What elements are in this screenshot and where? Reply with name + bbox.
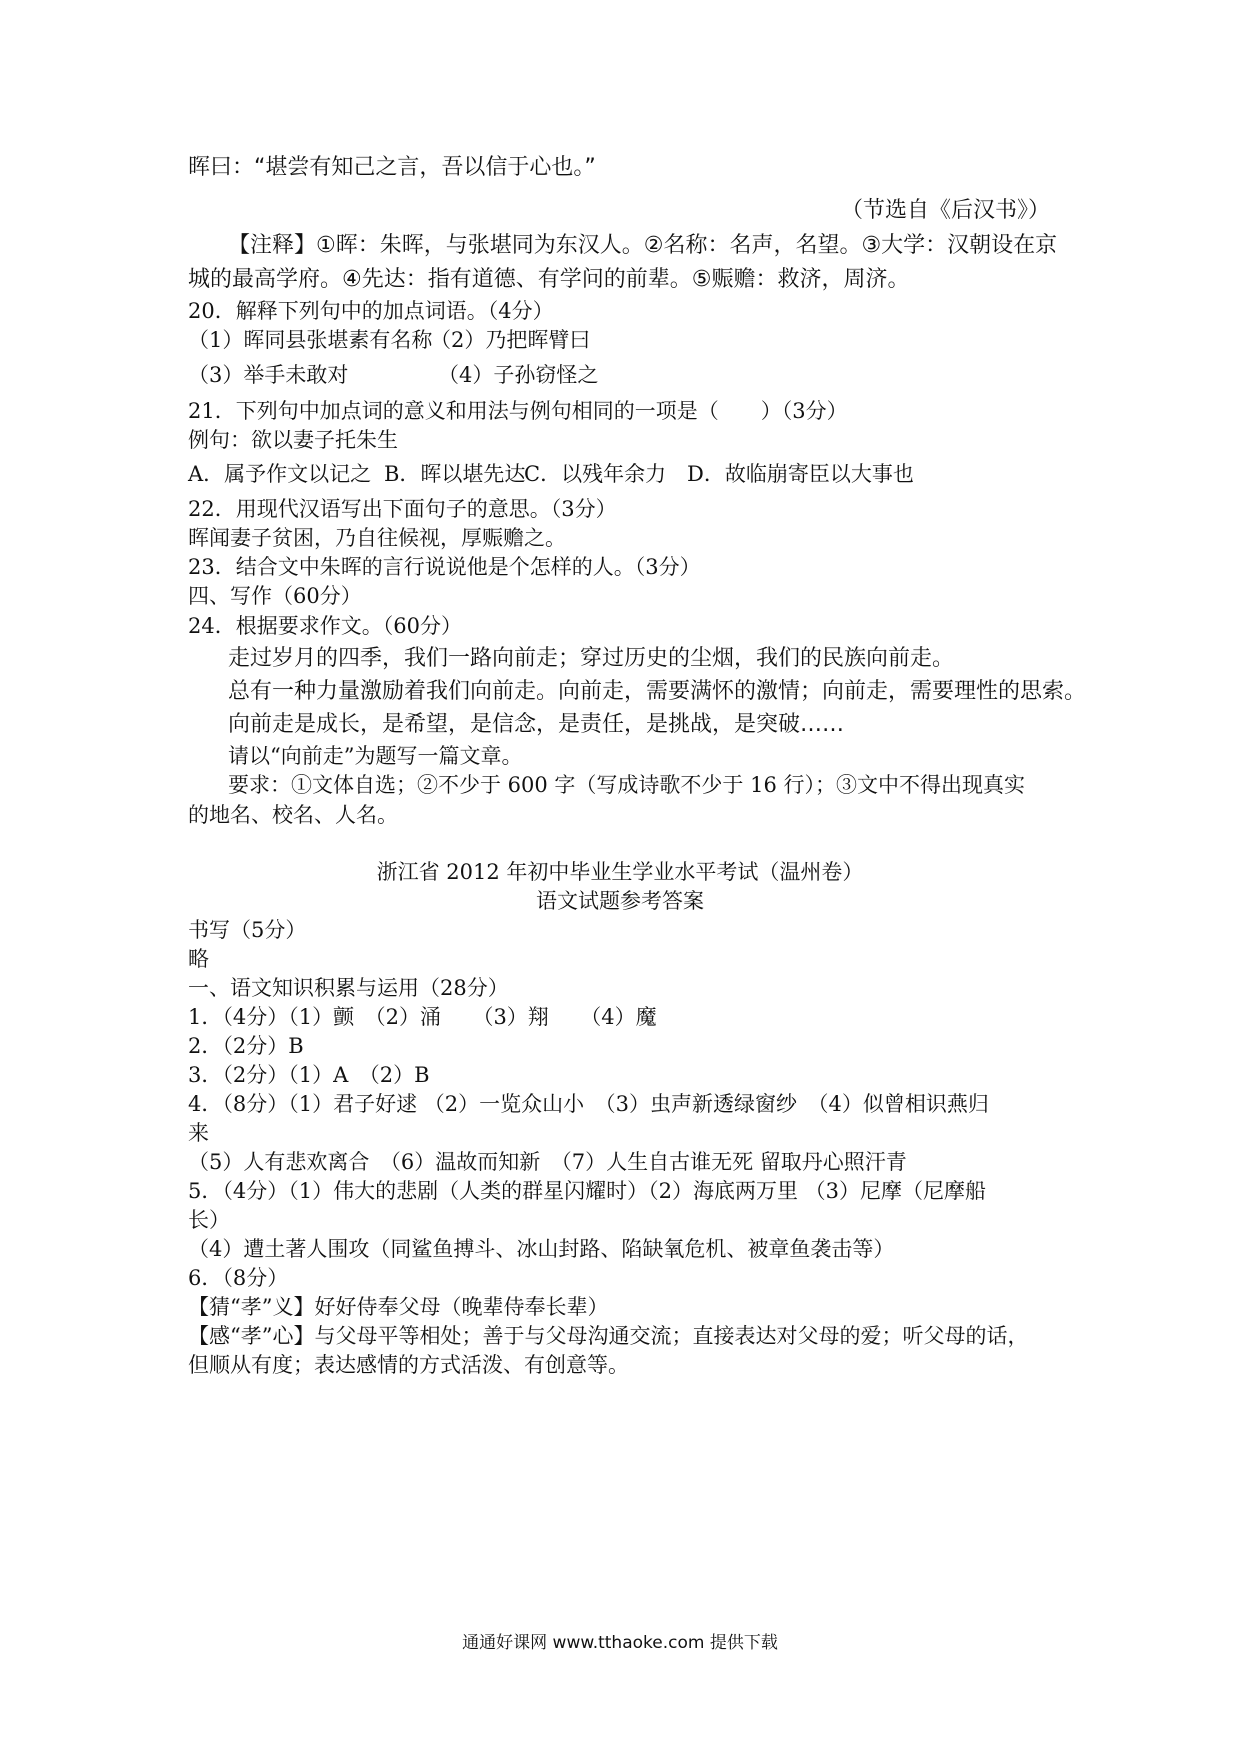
question-22-stem: 22．用现代汉语写出下面句子的意思。（3分） (188, 497, 617, 521)
answer-5-line-3: （4）遭土著人围攻（同鲨鱼搏斗、冰山封路、陷缺氧危机、被章鱼袭击等） (188, 1237, 895, 1261)
question-24-prompt-4: 请以“向前走”为题写一篇文章。 (228, 744, 523, 768)
answer-4-line-1: 4．（8分）（1）君子好逑 （2）一览众山小 （3）虫声新透绿窗纱 （4）似曾相识燕归 (188, 1092, 989, 1116)
answer-6-line-1: 【猜“孝”义】好好侍奉父母（晚辈侍奉长辈） (188, 1295, 609, 1319)
question-22-sentence: 晖闻妻子贫困，乃自往候视，厚赈赡之。 (188, 526, 566, 550)
question-20-item-1: （1）晖同县张堪素有名称 (188, 328, 433, 352)
answer-shuxie: 书写（5分） (188, 918, 307, 942)
answers-part-1: 一、语文知识积累与运用（28分） (188, 976, 509, 1000)
answer-5-line-1: 5．（4分）（1）伟大的悲剧（人类的群星闪耀时）（2）海底两万里 （3）尼摩（尼摩船 (188, 1179, 986, 1203)
answer-3: 3．（2分）（1）A （2）B (188, 1063, 430, 1087)
answer-2: 2．（2分）B (188, 1034, 304, 1058)
question-21-stem: 21．下列句中加点词的意义和用法与例句相同的一项是（ ）（3分） (188, 399, 848, 423)
answer-lue: 略 (188, 947, 209, 971)
answer-5-line-2: 长） (188, 1208, 230, 1232)
answer-6-line-3: 但顺从有度；表达感情的方式活泼、有创意等。 (188, 1353, 629, 1377)
question-24-requirements-1: 要求：①文体自选；②不少于 600 字（写成诗歌不少于 16 行）；③文中不得出现真实 (228, 773, 1026, 797)
answer-1: 1．（4分）（1）颤 （2）涌 （3）翔 （4）魔 (188, 1005, 657, 1029)
question-20-item-2: （2）乃把晖臂曰 (430, 328, 591, 352)
page-footer: 通通好课网 www.tthaoke.com 提供下载 (462, 1633, 778, 1653)
answers-title: 浙江省 2012 年初中毕业生学业水平考试（温州卷） (376, 860, 864, 884)
question-21-option-a: A．属予作文以记之 (188, 462, 372, 486)
answer-4-line-2: 来 (188, 1121, 209, 1145)
passage-notes-line-2: 城的最高学府。④先达：指有道德、有学问的前辈。⑤赈赡：救济，周济。 (188, 267, 910, 292)
question-21-example: 例句：欲以妻子托朱生 (188, 428, 398, 452)
passage-source: （节选自《后汉书》） (840, 198, 1050, 223)
question-21-option-c: C．以残年余力 (524, 462, 667, 486)
passage-quote: 晖曰：“堪尝有知己之言，吾以信于心也。” (188, 155, 596, 180)
question-21-option-b: B．晖以堪先达 (384, 462, 526, 486)
question-24-prompt-1: 走过岁月的四季，我们一路向前走；穿过历史的尘烟，我们的民族向前走。 (228, 646, 955, 671)
passage-notes-line-1: 【注释】①晖：朱晖，与张堪同为东汉人。②名称：名声，名望。③大学：汉朝设在京 (228, 233, 1058, 258)
question-20-item-4: （4）子孙窃怪之 (438, 363, 599, 387)
question-24-prompt-3: 向前走是成长，是希望，是信念，是责任，是挑战，是突破…… (228, 712, 845, 737)
answer-6-line-2: 【感“孝”心】与父母平等相处；善于与父母沟通交流；直接表达对父母的爱；听父母的话， (188, 1324, 1029, 1348)
question-20-item-3: （3）举手未敢对 (188, 363, 349, 387)
question-20-stem: 20．解释下列句中的加点词语。（4分） (188, 299, 554, 323)
question-21-option-d: D．故临崩寄臣以大事也 (687, 462, 914, 486)
question-24-prompt-2: 总有一种力量激励着我们向前走。向前走，需要满怀的激情；向前走，需要理性的思索。 (228, 679, 1087, 704)
section-4-title: 四、写作（60分） (188, 584, 362, 608)
answer-6: 6．（8分） (188, 1266, 289, 1290)
question-24-requirements-2: 的地名、校名、人名。 (188, 803, 398, 827)
answer-4-line-3: （5）人有悲欢离合 （6）温故而知新 （7）人生自古谁无死 留取丹心照汗青 (188, 1150, 907, 1174)
question-24-stem: 24．根据要求作文。（60分） (188, 614, 462, 638)
answers-subtitle: 语文试题参考答案 (536, 889, 704, 913)
question-23-stem: 23．结合文中朱晖的言行说说他是个怎样的人。（3分） (188, 555, 701, 579)
